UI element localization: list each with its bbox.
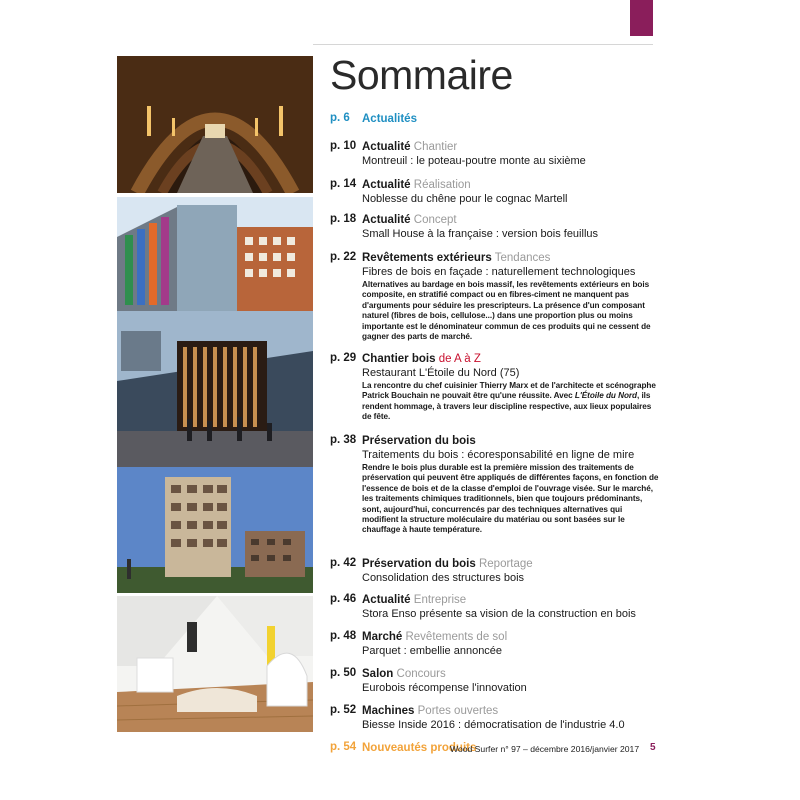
article-title: Biesse Inside 2016 : démocratisation de l'industrie 4.0: [362, 719, 625, 731]
subrubric: Concept: [413, 214, 457, 226]
rubric: Marché: [362, 631, 403, 643]
toc-entry[interactable]: [330, 434, 660, 536]
rubric: Préservation du bois: [362, 558, 476, 570]
subrubric: Entreprise: [413, 594, 467, 606]
toc-entry[interactable]: [330, 667, 660, 695]
article-title: Stora Enso présente sa vision de la construction en bois: [362, 608, 636, 620]
page-number: p. 42: [330, 557, 357, 569]
subrubric: Concours: [396, 668, 446, 680]
article-summary: Rendre le bois plus durable est la première mission des traitements de préservation qui peuvent être appliqués de différentes façons, en fonction de l'essence de bois et de la classe d'emploi de l'ouvrage visée. Sur le marché, les traitements chimiques traditionnels, bien que toujours prédominants, sont, aujourd'hui, concurrencés par des techniques alternatives qui modifient la structure moléculaire du matériau ou sont basées sur le chauffage à haute température.: [362, 463, 659, 535]
toc-entry[interactable]: [330, 630, 660, 658]
page-number: p. 10: [330, 140, 357, 152]
photo-station-restaurant: [117, 311, 313, 467]
page-number: p. 14: [330, 178, 357, 190]
subrubric: Portes ouvertes: [417, 705, 499, 717]
subrubric: Réalisation: [413, 179, 471, 191]
section-corner-tab: [630, 0, 653, 36]
article-title: Traitements du bois : écoresponsabilité en ligne de mire: [362, 449, 635, 461]
page-number: p. 54: [330, 741, 357, 753]
rubric: Salon: [362, 668, 394, 680]
photo-attic-interior: [117, 596, 313, 732]
rubric: Actualités: [362, 113, 417, 125]
rubric: Actualité: [362, 179, 411, 191]
top-divider: [313, 44, 653, 45]
page-number: p. 50: [330, 667, 357, 679]
page-title: Sommaire: [330, 52, 513, 98]
rubric: Actualité: [362, 594, 411, 606]
page-number: p. 22: [330, 251, 357, 263]
page-number: p. 38: [330, 434, 357, 446]
toc-entry[interactable]: [330, 352, 660, 423]
article-summary: Alternatives au bardage en bois massif, les revêtements extérieurs en bois composite, en stratifié compact ou en fibres-ciment ne manquent pas d'arguments pour séduire les prescripteurs. La présence d'un composant naturel (fibres de bois, cellulose...) dans une proportion plus ou moins importante est le dénominateur commun de ces produits qui ne cessent de gagner des parts de marché.: [362, 280, 651, 342]
article-title: Eurobois récompense l'innovation: [362, 682, 527, 694]
article-title: Restaurant L'Étoile du Nord (75): [362, 367, 520, 379]
subrubric: Revêtements de sol: [405, 631, 508, 643]
page-number: p. 48: [330, 630, 357, 642]
photo-colorful-facade: [117, 197, 313, 311]
page-number: p. 18: [330, 213, 357, 225]
article-title: Montreuil : le poteau-poutre monte au sixième: [362, 155, 586, 167]
toc-entry[interactable]: [330, 140, 660, 168]
toc-entry[interactable]: [330, 112, 660, 126]
toc-entry[interactable]: [330, 704, 660, 732]
rubric: Actualité: [362, 214, 411, 226]
rubric: Chantier bois: [362, 353, 436, 365]
photo-wooden-tunnel: [117, 56, 313, 193]
rubric: Préservation du bois: [362, 435, 476, 447]
toc-entry[interactable]: [330, 251, 660, 342]
rubric: Nouveautés produits: [362, 742, 477, 754]
article-summary: La rencontre du chef cuisinier Thierry Marx et de l'architecte et scénographe Patrick Bouchain ne pouvait être qu'une réussite. Avec L'Étoile du Nord, ils rendent hommage, à travers leur discipline respective, aux lieux populaires de fête.: [362, 381, 656, 422]
toc-entry[interactable]: [330, 557, 660, 585]
toc-entry[interactable]: [330, 213, 660, 241]
subrubric: Chantier: [413, 141, 458, 153]
issue-footer: Wood Surfer n° 97 – décembre 2016/janvier 2017: [450, 744, 640, 754]
article-title: Parquet : embellie annoncée: [362, 645, 503, 657]
page-number: p. 46: [330, 593, 357, 605]
subrubric: Reportage: [478, 558, 533, 570]
rubric: Machines: [362, 705, 415, 717]
article-title: Small House à la française : version bois feuillus: [362, 228, 599, 240]
rubric: Actualité: [362, 141, 411, 153]
subrubric: de A à Z: [438, 353, 481, 365]
subrubric: Tendances: [494, 252, 551, 264]
article-title: Noblesse du chêne pour le cognac Martell: [362, 193, 568, 205]
photo-wooden-towers: [117, 467, 313, 593]
article-title: Consolidation des structures bois: [362, 572, 525, 584]
rubric: Revêtements extérieurs: [362, 252, 492, 264]
toc-entry[interactable]: [330, 178, 660, 206]
toc-entry[interactable]: [330, 593, 660, 621]
article-title: Fibres de bois en façade : naturellement technologiques: [362, 266, 636, 278]
page-number: p. 6: [330, 112, 350, 124]
page-number: p. 52: [330, 704, 357, 716]
page-folio: 5: [650, 742, 656, 753]
page-number: p. 29: [330, 352, 357, 364]
